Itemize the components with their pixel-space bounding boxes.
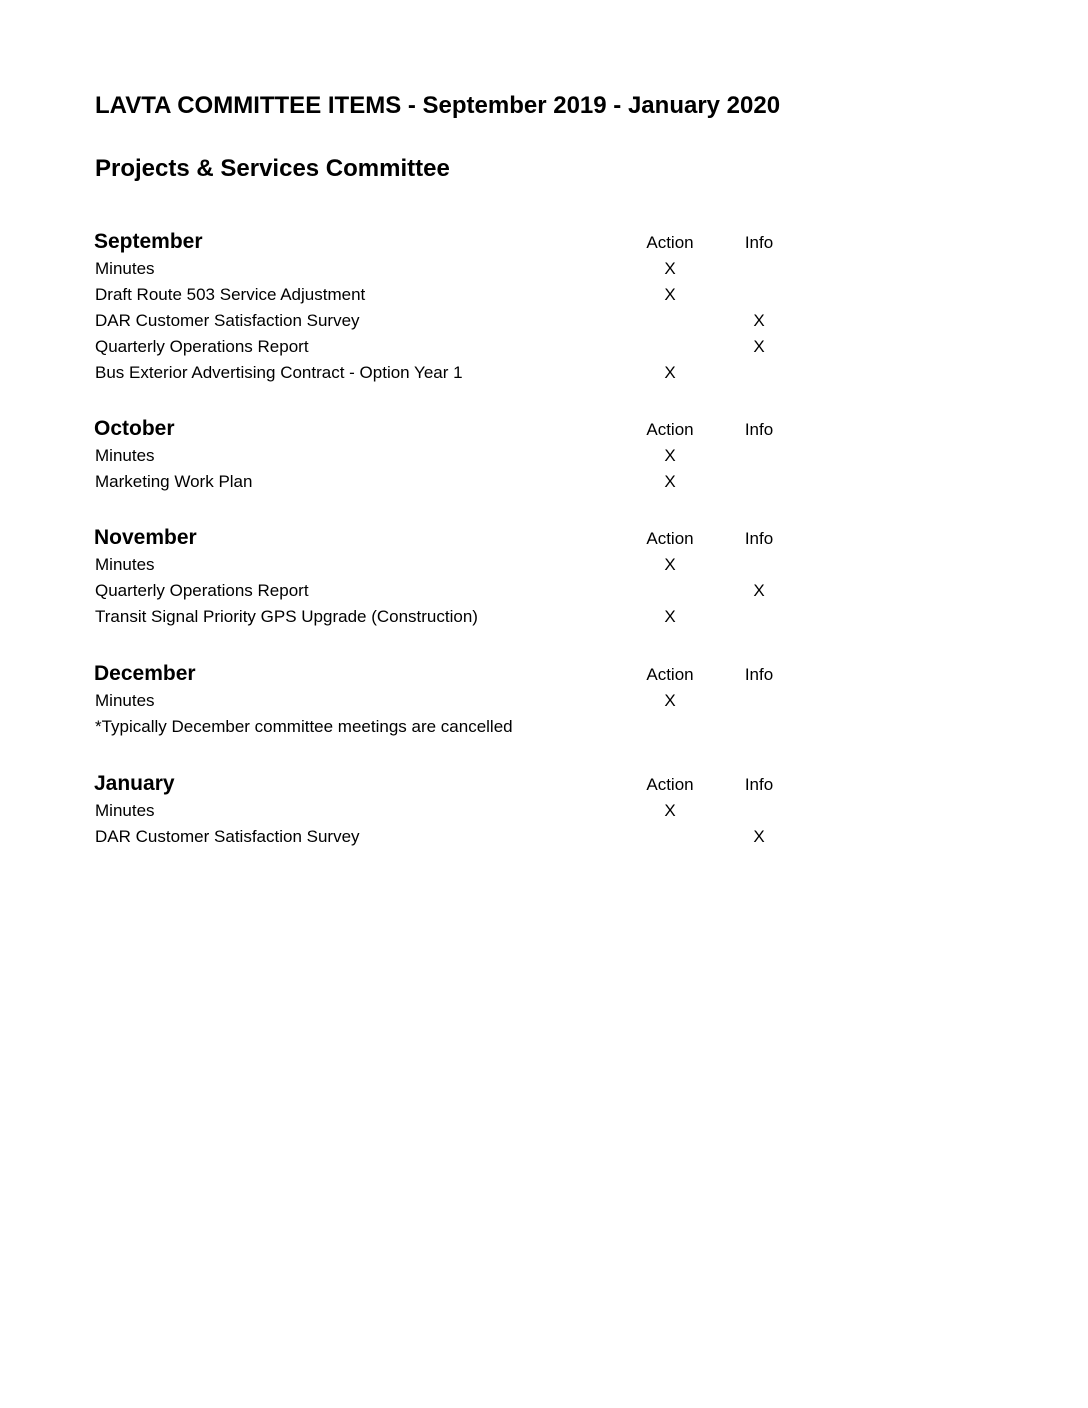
section-november [94, 524, 854, 630]
month-heading: December [94, 662, 196, 685]
action-column-header: Action [646, 529, 694, 548]
section-january [94, 770, 854, 850]
list-item [94, 308, 854, 334]
section-december [94, 660, 854, 740]
list-item [94, 604, 854, 630]
list-item [94, 552, 854, 578]
footnote [94, 714, 854, 740]
list-item [94, 688, 854, 714]
action-mark: X [664, 363, 676, 382]
action-mark: X [664, 691, 676, 710]
info-mark: X [753, 581, 765, 600]
section-october [94, 415, 854, 495]
item-label: Quarterly Operations Report [95, 337, 309, 356]
item-label: Minutes [95, 446, 155, 465]
section-header [94, 228, 854, 256]
item-label: DAR Customer Satisfaction Survey [95, 311, 360, 330]
month-heading: October [94, 417, 175, 440]
action-column-header: Action [646, 775, 694, 794]
item-label: Bus Exterior Advertising Contract - Option Year 1 [95, 363, 463, 382]
footnote-text: *Typically December committee meetings are cancelled [95, 717, 513, 736]
action-column-header: Action [646, 233, 694, 252]
info-mark: X [753, 337, 765, 356]
list-item [94, 578, 854, 604]
section-header [94, 660, 854, 688]
action-column-header: Action [646, 665, 694, 684]
item-label: Quarterly Operations Report [95, 581, 309, 600]
month-heading: September [94, 230, 203, 253]
info-mark: X [753, 827, 765, 846]
info-column-header: Info [744, 665, 774, 684]
item-label: Minutes [95, 259, 155, 278]
list-item [94, 824, 854, 850]
info-column-header: Info [744, 529, 774, 548]
action-mark: X [664, 472, 676, 491]
item-label: Draft Route 503 Service Adjustment [95, 285, 366, 304]
item-label: Minutes [95, 801, 155, 820]
action-mark: X [664, 446, 676, 465]
section-header [94, 524, 854, 552]
list-item [94, 798, 854, 824]
list-item [94, 360, 854, 386]
item-label: Transit Signal Priority GPS Upgrade (Construction) [95, 607, 478, 626]
item-label: Minutes [95, 691, 155, 710]
info-column-header: Info [744, 775, 774, 794]
info-mark: X [753, 311, 765, 330]
info-column-header: Info [744, 420, 774, 439]
list-item [94, 282, 854, 308]
action-column-header: Action [646, 420, 694, 439]
action-mark: X [664, 285, 676, 304]
info-column-header: Info [744, 233, 774, 252]
list-item [94, 469, 854, 495]
action-mark: X [664, 555, 676, 574]
action-mark: X [664, 607, 676, 626]
list-item [94, 334, 854, 360]
list-item [94, 256, 854, 282]
item-label: Minutes [95, 555, 155, 574]
list-item [94, 443, 854, 469]
item-label: DAR Customer Satisfaction Survey [95, 827, 360, 846]
section-september [94, 228, 854, 386]
document-title: LAVTA COMMITTEE ITEMS - September 2019 - January 2020 [95, 92, 781, 119]
month-heading: January [94, 772, 175, 795]
section-header [94, 770, 854, 798]
committee-name: Projects & Services Committee [95, 155, 450, 182]
item-label: Marketing Work Plan [95, 472, 253, 491]
action-mark: X [664, 801, 676, 820]
section-header [94, 415, 854, 443]
month-heading: November [94, 526, 197, 549]
action-mark: X [664, 259, 676, 278]
